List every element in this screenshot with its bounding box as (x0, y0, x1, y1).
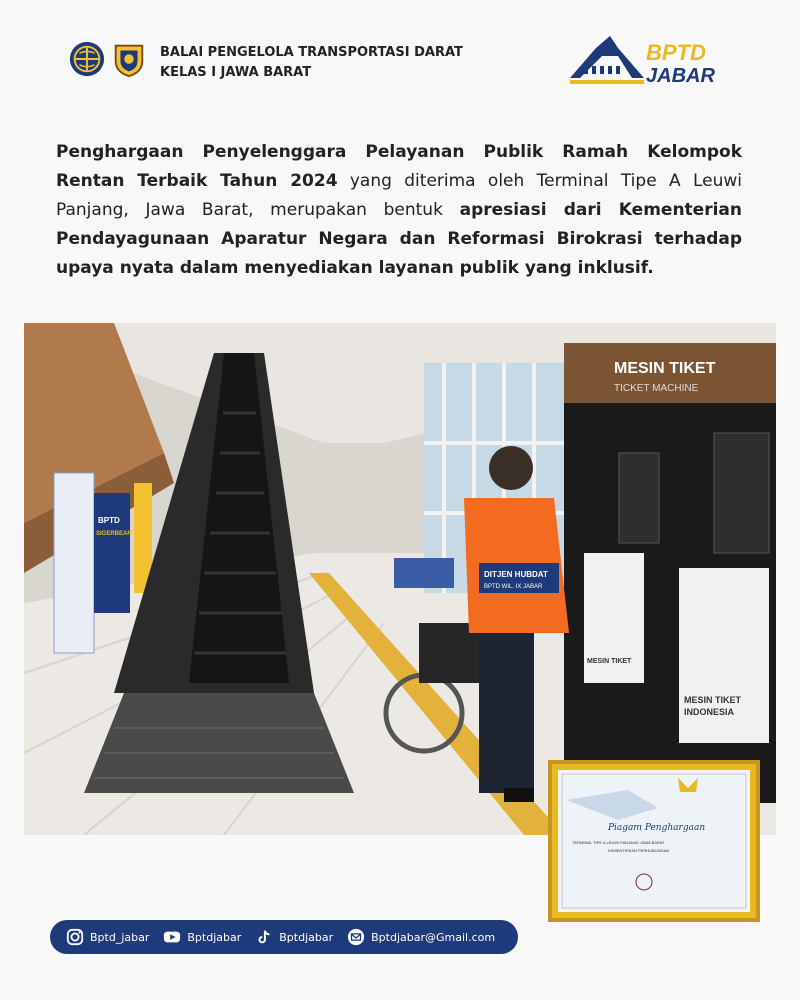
instagram-icon (66, 928, 84, 946)
kiosk-label-2: INDONESIA (684, 707, 735, 717)
ministry-logo-icon (68, 40, 106, 78)
kiosk-label-1b: MESIN TIKET (684, 695, 742, 705)
kiosk-label-1: MESIN TIKET (587, 658, 632, 665)
certificate-title: Piagam Penghargaan (608, 823, 706, 833)
banner-text-2: SIGERBEAN (96, 531, 132, 537)
youtube-link[interactable] (163, 928, 241, 946)
ticket-machine-sign: MESIN TIKET (614, 360, 716, 377)
certificate-illustration (548, 760, 760, 922)
tiktok-icon (255, 928, 273, 946)
email-icon (347, 928, 365, 946)
intro-bold-1: Penghargaan Penyelenggara Pelayanan Publik Ramah Kelompok Rentan Terbaik Tahun 2024 (56, 142, 742, 191)
instagram-handle: Bptd_jabar (90, 930, 150, 944)
intro-text-1: yang diterima oleh Terminal Tipe A Leuwi Panjang, Jawa Barat, merupakan bentuk (56, 171, 743, 220)
organization-name-line2: KELAS I JAWA BARAT (160, 65, 312, 80)
brand-line2: JABAR (646, 65, 715, 87)
tiktok-link[interactable] (255, 928, 333, 946)
certificate-line2: KEMENTERIAN PERHUBUNGAN (608, 848, 670, 853)
youtube-icon (163, 928, 181, 946)
bptd-jabar-logo (566, 30, 718, 90)
terminal-photo (24, 323, 776, 835)
intro-paragraph (56, 138, 742, 283)
vest-label-1: DITJEN HUBDAT (484, 570, 548, 579)
agency-logos (68, 40, 148, 78)
header (0, 0, 800, 110)
instagram-link[interactable] (66, 928, 149, 946)
ticket-machine-sub: TICKET MACHINE (614, 383, 699, 394)
certificate-line1: TERMINAL TIPE A LEUWI PANJANG JAWA BARAT (572, 840, 665, 845)
youtube-handle: Bptdjabar (187, 930, 242, 944)
terminal-photo-illustration (24, 323, 776, 835)
social-footer (50, 920, 518, 954)
brand-line1: BPTD (646, 40, 706, 65)
banner-text-1: BPTD (98, 516, 120, 525)
email-link[interactable] (347, 928, 495, 946)
certificate-frame (548, 760, 760, 922)
hubdat-shield-icon (110, 40, 148, 78)
organization-name (160, 43, 463, 83)
intro-bold-2: apresiasi dari Kementerian Pendayagunaan Aparatur Negara dan Reformasi Birokrasi terhadap upaya nyata dalam menyediakan layanan publik yang inklusif. (56, 200, 742, 278)
vest-label-2: BPTD WIL. IX JABAR (484, 584, 543, 590)
tiktok-handle: Bptdjabar (279, 930, 334, 944)
organization-name-line1: BALAI PENGELOLA TRANSPORTASI DARAT (160, 45, 463, 60)
email-address: Bptdjabar@Gmail.com (371, 930, 496, 944)
